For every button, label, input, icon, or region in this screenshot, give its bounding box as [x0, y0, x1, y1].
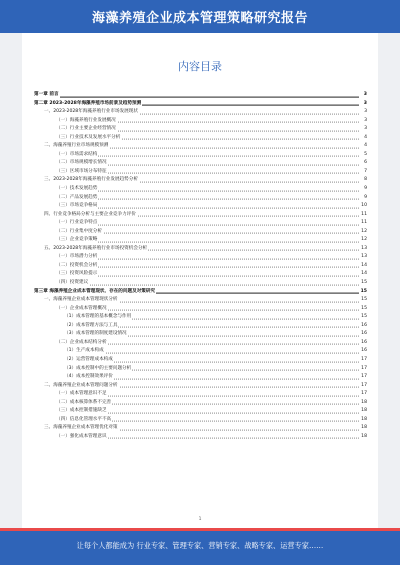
toc-entry-page: 3 [359, 100, 367, 109]
toc-leader-dots [56, 183, 359, 192]
toc-entry-text: （3）成本控制中的主要问题分析 [64, 365, 132, 374]
toc-entry-text: 三、2023-2028年海藻养殖行业发展趋势分析 [44, 176, 139, 185]
toc-entry-text: 一、2023-2028年海藻养殖行业市场发展现状 [44, 108, 139, 117]
toc-entry-text: （一）企业成本管理概况 [56, 305, 108, 314]
toc-entry-text: （2）运营管理成本构成 [64, 356, 114, 365]
toc-entry-text: （三）市场竞争格局 [56, 202, 98, 211]
toc-title: 内容目录 [178, 60, 222, 73]
toc-entry-text: （4）成本控制效果评价 [64, 373, 114, 382]
toc-entry-page: 16 [359, 339, 367, 348]
toc-entry-page: 15 [359, 313, 367, 322]
toc-entry-page: 3 [359, 91, 367, 100]
toc-entry-text: （一）技术发展趋势 [56, 185, 98, 194]
toc-entry-page: 13 [359, 245, 367, 254]
toc-entry-text: 第一章 前言 [34, 91, 60, 100]
toc-entry-text: 一、海藻养殖企业成本管理现状分析 [44, 296, 119, 305]
toc-entry-text: 三、海藻养殖企业成本管理优化对策 [44, 424, 119, 433]
toc-entry-text: （一）海藻养殖行业发展概况 [56, 117, 117, 126]
toc-entry-text: （三）区域市场分布特征 [56, 168, 108, 177]
toc-entry-page: 11 [359, 219, 367, 228]
toc-entry-text: （2）成本管理方法与工具 [64, 322, 118, 331]
toc-entry-text: （一）强化成本管理意识 [56, 433, 108, 442]
toc-entry-text: 第二章 2023-2028年海藻养殖市场前景及趋势预测 [34, 100, 142, 109]
report-footer-bar [0, 528, 400, 565]
toc-entry-page: 18 [359, 407, 367, 416]
toc-entry-page: 4 [359, 134, 367, 143]
toc-entry-text: （一）市场需求结构 [56, 151, 98, 160]
toc-entry-page: 3 [359, 117, 367, 126]
report-header-bar [0, 0, 400, 33]
toc-entry-text: （二）行业主要企业经营情况 [56, 125, 117, 134]
toc-entry-page: 16 [359, 347, 367, 356]
toc-entry-page: 15 [359, 296, 367, 305]
toc-entry-text: 五、2023-2028年海藻养殖行业市场投资机会分析 [44, 245, 148, 254]
toc-entry-text: （三）成本控制措施缺乏 [56, 407, 108, 416]
toc-entry-page: 18 [359, 399, 367, 408]
toc-entry-page: 9 [359, 194, 367, 203]
toc-entry-page: 16 [359, 322, 367, 331]
toc-leader-dots [56, 277, 359, 286]
toc-leader-dots [64, 345, 359, 354]
toc-entry-page: 18 [359, 416, 367, 425]
toc-entry-text: 第三章 海藻养殖企业成本管理现状、存在的问题及对策研究 [34, 288, 156, 297]
toc-entry-text: （1）生产成本构成 [64, 347, 105, 356]
toc-entry-page: 13 [359, 253, 367, 262]
toc-entry-page: 17 [359, 373, 367, 382]
toc-entry-text: （二）行业集中度分析 [56, 228, 103, 237]
toc-entry-text: （三）行业技术及发展水平分析 [56, 134, 121, 143]
toc-leader-dots [56, 191, 359, 200]
toc-entry-text: （1）成本管理的基本概念与作用 [64, 313, 132, 322]
toc-leader-dots [56, 200, 359, 209]
toc-leader-dots [56, 268, 359, 277]
page-number: 1 [198, 517, 202, 522]
toc-entry-text: （二）企业成本结构分析 [56, 339, 108, 348]
toc-entry-text: （一）市场潜力分析 [56, 253, 98, 262]
toc-entry-page: 17 [359, 390, 367, 399]
footer-accent-stripe [0, 528, 400, 531]
toc-entry-page: 3 [359, 125, 367, 134]
toc-entry-text: 四、行业竞争格局分析与主要企业竞争力评价 [44, 211, 137, 220]
toc-entry-text: （四）投资建议 [56, 279, 89, 288]
toc-entry-text: 二、海藻养殖企业成本管理问题分析 [44, 382, 119, 391]
toc-entry-page: 7 [359, 168, 367, 177]
toc-entry-page: 5 [359, 151, 367, 160]
toc-entry-text: （二）成本核算体系不完善 [56, 399, 112, 408]
toc-entry-text: （三）企业竞争策略 [56, 236, 98, 245]
toc-entry-text: （三）投资风险提示 [56, 270, 98, 279]
toc-entry-page: 17 [359, 365, 367, 374]
toc-entry-page: 11 [359, 211, 367, 220]
toc-entry-text: （一）成本管理意识不足 [56, 390, 108, 399]
toc-entry-page: 12 [359, 228, 367, 237]
toc-entry-text: （二）产品发展趋势 [56, 194, 98, 203]
toc-entry-page: 15 [359, 288, 367, 297]
toc-entry-page: 3 [359, 108, 367, 117]
toc-leader-dots [34, 89, 359, 98]
toc-entry-text: （二）市场规模增长情况 [56, 159, 108, 168]
toc-entry-page: 8 [359, 176, 367, 185]
toc-entry-text: （3）成本管理的制度建设情况 [64, 330, 128, 339]
toc-entry-page: 15 [359, 279, 367, 288]
toc-leader-dots [56, 251, 359, 260]
toc-entry-page: 6 [359, 159, 367, 168]
toc-entry-page: 9 [359, 185, 367, 194]
toc-entry-page: 14 [359, 270, 367, 279]
toc-leader-dots [56, 217, 359, 226]
toc-entry[interactable] [34, 433, 367, 442]
toc-entry-page: 15 [359, 305, 367, 314]
toc-entry-page: 16 [359, 330, 367, 339]
toc-entry-page: 10 [359, 202, 367, 211]
toc-entry-text: （二）投资机会分析 [56, 262, 98, 271]
toc-entry-page: 18 [359, 424, 367, 433]
toc-entry-text: （一）行业竞争特点 [56, 219, 98, 228]
toc-leader-dots [56, 148, 359, 157]
toc-entry-page: 17 [359, 356, 367, 365]
table-of-contents [34, 91, 367, 441]
report-title: 海藻养殖企业成本管理策略研究报告 [91, 11, 308, 26]
toc-entry-page: 18 [359, 433, 367, 442]
toc-entry-page: 17 [359, 382, 367, 391]
toc-leader-dots [56, 260, 359, 269]
toc-entry-text: （四）信息化管理水平不高 [56, 416, 112, 425]
toc-entry-page: 4 [359, 142, 367, 151]
toc-entry-page: 12 [359, 236, 367, 245]
toc-leader-dots [56, 234, 359, 243]
toc-entry-text: 二、海藻养殖行业市场规模预测 [44, 142, 109, 151]
document-page [22, 33, 378, 528]
footer-slogan: 让每个人都能成为 行业专家、管理专家、营销专家、战略专家、运营专家…… [76, 541, 324, 550]
toc-entry-page: 14 [359, 262, 367, 271]
